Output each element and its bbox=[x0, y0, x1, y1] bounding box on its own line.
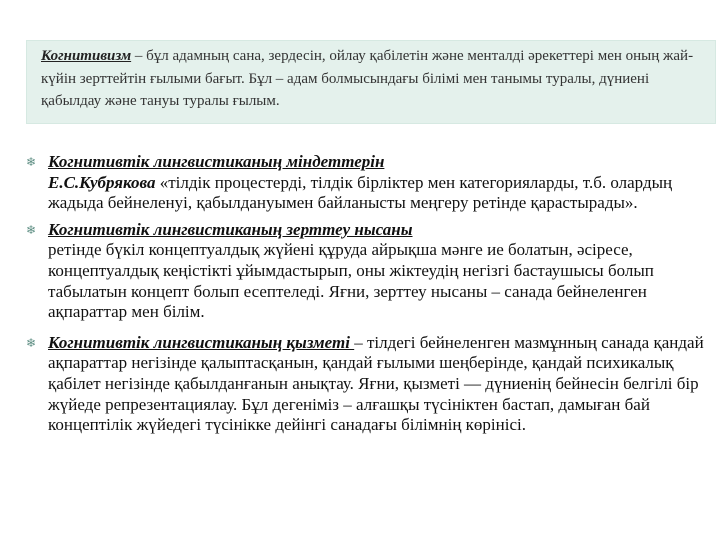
intro-box bbox=[26, 40, 716, 124]
bullet-heading: Когнитивтік лингвистиканың зерттеу нысаны bbox=[48, 219, 413, 239]
snowflake-bullet-icon: ❄ bbox=[26, 155, 37, 169]
intro-term: Когнитивизм bbox=[41, 48, 132, 64]
bullet-author: Е.С.Кубрякова bbox=[48, 172, 156, 192]
list-item bbox=[26, 220, 706, 323]
list-item bbox=[26, 152, 706, 214]
intro-text: – бұл адамның сана, зердесін, ойлау қабілетін және менталдi әрекеттері мен оның жай-күйін зерттейтін ғылыми бағыт. Бұл – адам болмысындағы білімі мен танымы туралы, дүниені қабылдау және тануы туралы ғылым. bbox=[41, 48, 694, 109]
snowflake-bullet-icon: ❄ bbox=[26, 335, 37, 350]
bullet-text: – тілдегі бейнеленген мазмұнның санада қандай ақпараттар негізінде қалыптасқанын, қандай ғылыми шеңберінде, қандай психикалық қабілет негізінде қабылданғанын анықтау. Яғни, қызметі — дүниенің бейнесін белгілі бір жүйеде репрезентациялау. Бұл дегеніміз – алғашқы түсініктен бастап, дамыған бай концептілік жүйедегі түсінікке дейінгі санадағы білімнің көрінісі. bbox=[48, 332, 704, 435]
bullet-text: ретінде бүкіл концептуалдық жүйені құруда айрықша мәнге ие болатын, әсіресе, концептуалдық кеңістікті ұйымдастырып, оны жіктеудің негізгі бастаушысы болып табылатын концепт болып есептеледі. Яғни, зерттеу нысаны – санада бейнеленген ақпараттар мен білім. bbox=[48, 240, 654, 322]
bullet-heading: Когнитивтік лингвистиканың міндеттерін bbox=[48, 152, 385, 171]
bullet-text: «тілдік процестерді, тілдік бірліктер мен категорияларды, т.б. олардың жадыда бейнеленуі, қабылдануымен байланысты меңгеру ретінде қарастырады». bbox=[48, 172, 673, 213]
bullet-heading: Когнитивтік лингвистиканың қызметі bbox=[48, 332, 355, 352]
list-item bbox=[26, 333, 706, 436]
bullet-list bbox=[26, 152, 706, 442]
snowflake-bullet-icon: ❄ bbox=[26, 222, 37, 237]
